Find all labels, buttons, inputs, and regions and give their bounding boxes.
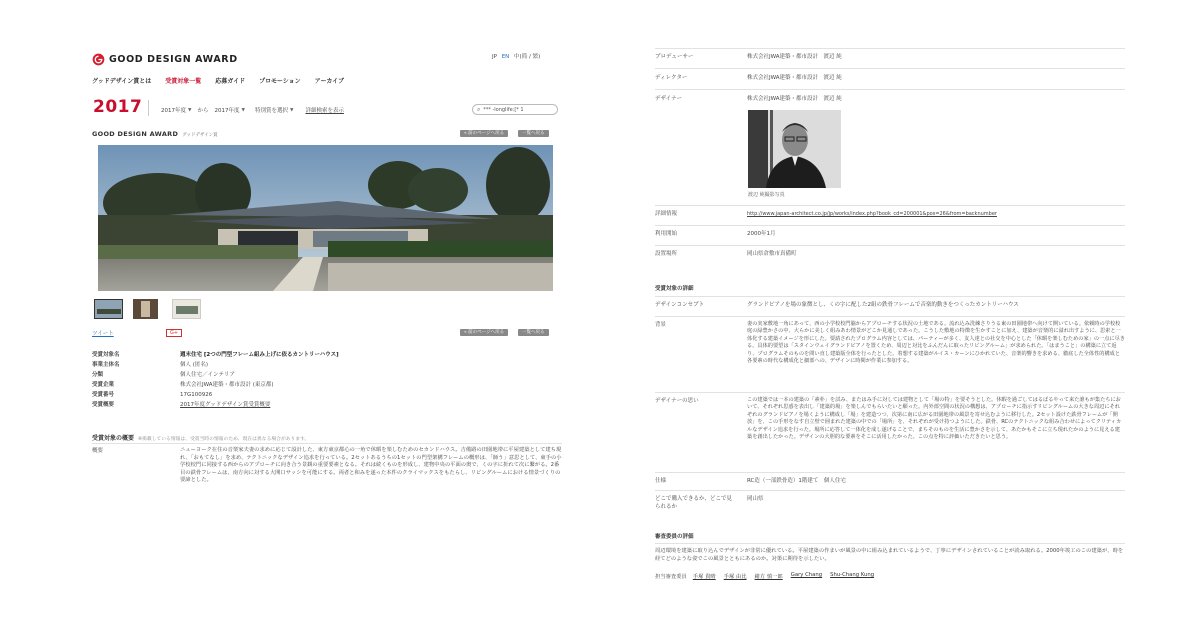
- award-select[interactable]: [255, 106, 293, 114]
- summary-note: ※掲載している情報は、受賞当時の情報のため、現在は異なる場合があります。: [138, 437, 310, 442]
- jury-member[interactable]: 緒方 慎一郎: [754, 574, 783, 580]
- lang-close: ): [538, 54, 541, 60]
- review-header: 審査委員の評価: [655, 534, 694, 540]
- summary-header: [92, 433, 562, 442]
- designer-view-text: この建築では一本の建築の「素朴」を試み、またはみ手に対しては建物として「場の特」を要そうとした。休暇を過ごしてはるばるやって来た誰もが集たちにおいて、それぞれ思惑を表出し「建築的場」を楽しんでもらいたいと願った。内外部空間の状況の構想は、アプローチに指示すリビングルームの大きな周辺にそれぞれのグランドピアノを場くように構成し「場」を建造つつ、次第に南に広がる田園地帯の風景を寄せ込むように移行した。2セット設けた鉄骨フレームが「開放」を、この手形をなす自立壁で囲まれた建築の中での「場所」を、それぞれが受け持つようにした。鉄骨、RCのテクトニックな組み合わせによってクリティカルなデザイン追求を行った。場所に応答して一体化を成し遂げることで、まちそのものを生活に豊かさを示して、あたかもそこに立ち現れたかのように見える建築を創出したかった。デザインの大胆的な要素をそこに活用したかった。この点を特に評価いただきたいと思う。: [747, 397, 1122, 441]
- where-value: 岡山県: [747, 496, 764, 502]
- photo-caption: 渡辺 純撮影写真: [748, 192, 785, 198]
- credit-row-designer: [655, 95, 1125, 103]
- detail-value: 岡山県倉敷市真備町: [747, 251, 797, 257]
- summary-label: 概要: [92, 448, 104, 454]
- divider: [655, 296, 1125, 297]
- divider: [655, 316, 1125, 317]
- chevron-down-icon: ▼: [289, 107, 294, 113]
- divider: [655, 490, 1125, 491]
- usage-value: RC造（一部鉄骨造）1階建て 個人住宅: [747, 478, 846, 484]
- award-label-sub: グッドデザイン賞: [182, 133, 218, 138]
- background-row: [655, 321, 1125, 365]
- usage-row: [655, 477, 1125, 485]
- prev-page-button-top[interactable]: « 前のページへ戻る: [460, 130, 508, 137]
- concept-text: グランドピアノを場の象徴とし、くの字に配した2組の鉄骨フレームで音楽的動きをつくったカントリーハウス: [747, 302, 1019, 308]
- credit-value: 株式会社JWA建築・都市設計 渡辺 純: [747, 96, 842, 102]
- info-row-category: [92, 371, 562, 379]
- info-value: 17G100926: [180, 392, 213, 398]
- info-label: 事業主体名: [92, 362, 120, 368]
- credit-label: ディレクター: [655, 75, 688, 81]
- detail-label: 設置場所: [655, 251, 678, 257]
- info-value: 個人住宅／インテリア: [180, 372, 236, 378]
- divider: [655, 543, 1125, 544]
- usage-label: 仕様: [655, 478, 667, 484]
- lang-cn-traditional[interactable]: 繁: [532, 54, 539, 60]
- thumbnail-1[interactable]: [94, 299, 123, 319]
- jury-label: 担当審査委員: [655, 574, 687, 580]
- background-text: 妻の実家敷地一角にあって、西の小学校校門脇からアプローチする状況の土地である。流れ込み洗練さりうる東の田園地帯へ向けて開いている。依頼時の学校校庭の緑豊かさの中、大らかに美しく組みあわ情景がどこか見通しであった。こうした敷地の特徴を生かすことに加え、建築が音楽的に溢れ出すように、思索と一体化する建築イメージを形にした。要請されたプログラム内容としては、パーティーが多く、友人達との社交を中心とした「休暇を楽しむための家」の一点に尽きる。具体的要望は「スタインウェイグランドピアノを置くため、周辺と対比をふんだんに取ったリビングルーム」が求められた。「はまうこと」の構築に立て返り、プログラムそのものを問い直し建築版全体を行ったとした。着想する建築がルイス・カーンにひかれていた、音楽的響きを求める、徹底した全体性的構成と各要素の時代な構成化と細部への、デザインに時間が作業に参加する。: [747, 321, 1125, 365]
- nav-winners[interactable]: 受賞対象一覧: [165, 78, 202, 85]
- gplus-button[interactable]: G+: [166, 329, 182, 337]
- detail-row-start: [655, 230, 1125, 238]
- year-heading: 2017: [93, 97, 143, 117]
- year-from-select[interactable]: [161, 106, 191, 114]
- from-label: から: [197, 108, 209, 114]
- lang-cn[interactable]: 中(: [514, 54, 522, 60]
- tweet-link[interactable]: ツイート: [92, 331, 114, 337]
- lang-separator: /: [527, 54, 533, 60]
- designer-photo: [748, 110, 841, 188]
- hero-photo: [98, 145, 553, 291]
- info-value: 個人 (匿名): [180, 362, 209, 368]
- filter-bar: [161, 106, 350, 114]
- jury-member[interactable]: Gary Chang: [790, 572, 823, 578]
- detail-row-url: [655, 210, 1125, 218]
- detail-value: 2000年1月: [747, 231, 776, 237]
- search-input[interactable]: *** -longlife:[* 1: [483, 106, 524, 113]
- credit-label: デザイナー: [655, 96, 683, 102]
- divider: [655, 68, 1125, 69]
- detail-label: 詳細情報: [655, 211, 678, 217]
- divider: [655, 472, 1125, 473]
- info-label: 受賞企業: [92, 382, 115, 388]
- where-row: [655, 495, 1125, 511]
- info-row-company: [92, 381, 562, 389]
- info-row-client: [92, 361, 562, 369]
- chevron-down-icon: ▼: [188, 107, 192, 113]
- award-page-link[interactable]: 2017年度グッドデザイン賞受賞概要: [180, 402, 271, 408]
- credit-value: 株式会社JWA建築・都市設計 渡辺 純: [747, 54, 842, 60]
- where-label: どこで購入できるか、どこで見られるか: [655, 496, 733, 510]
- award-label: [92, 130, 218, 138]
- main-nav: [92, 76, 358, 85]
- award-select-value: 特別賞を選択: [254, 108, 288, 114]
- designer-view-label: デザイナーの思い: [655, 398, 699, 404]
- credit-value: 株式会社JWA建築・都市設計 渡辺 純: [747, 75, 842, 81]
- prev-page-button-bottom[interactable]: « 前のページへ戻る: [460, 329, 508, 336]
- thumbnail-3[interactable]: [172, 299, 201, 319]
- brand-name: GOOD DESIGN AWARD: [109, 54, 238, 65]
- search-box[interactable]: [472, 104, 558, 115]
- house-photo-illustration: [98, 145, 553, 291]
- credit-row-producer: [655, 53, 1125, 61]
- thumbnail-3-image: [176, 306, 198, 314]
- eval-header: 受賞対象の詳細: [655, 286, 694, 292]
- info-value: 株式会社JWA建築・都市設計 (東京都): [180, 382, 274, 388]
- info-value: 週末住宅 [2つの門型フレーム組み上げに依るカントリーハウス]: [180, 352, 339, 358]
- list-button-bottom[interactable]: 一覧へ戻る: [518, 329, 549, 336]
- jury-member[interactable]: 手塚 貴晴: [692, 574, 716, 580]
- info-label: 受賞概要: [92, 402, 115, 408]
- info-label: 受賞対象名: [92, 352, 120, 358]
- list-button-top[interactable]: 一覧へ戻る: [518, 130, 549, 137]
- year-divider: [148, 100, 149, 116]
- thumbnail-1-image: [97, 309, 121, 314]
- summary-title: 受賞対象の概要: [92, 435, 135, 442]
- brand-logo[interactable]: [92, 53, 238, 66]
- divider: [655, 225, 1125, 226]
- concept-label: デザインコンセプト: [655, 302, 705, 308]
- summary-text: ニューヨーク在住の音楽家夫妻の求めに応じて設計した、東方東京都心の一角で休暇を楽しむためのセカンドハウス。吉備路の田園地帯に平屋建築として建ち現れ、「おもてなし」を求め、テクトニックなデザイン追求を行っている。2セットあるうちの1セットの門型架構フレームの概形は、「師う」意思として、東手の小学校校門に同接する西からのアプローチに向き合う景観の重要要素となる。それは続くものを形成し、建物中央の平面の奥で、くの字に折れて次に繋がる。2番目の鉄骨フレームは、南方向に対する大開口サッシを可能にする。両者と和みを遂った本件のクライマックスをもたらし、リビングルームにおける情景づくりの要諦とした。: [180, 447, 562, 484]
- designer-view-row: [655, 397, 1125, 441]
- summary-row: [92, 447, 562, 485]
- background-label: 背景: [655, 322, 667, 328]
- jury-member[interactable]: Shu-Chang Kung: [830, 572, 875, 578]
- thumbnail-2[interactable]: [133, 299, 158, 319]
- year-from-value: 2017年度: [161, 108, 186, 114]
- review-text: 周辺環境を建築に取り込んでデザインが非常に優れている。平屋建築の作まいが風景の中に組み込まれているようで、丁寧にデザインされていることが読み取れる。2000年竣工のこの建築が、時を経てどのような姿でこの風景とともにあるのか。対策に期待を示したい。: [655, 548, 1124, 562]
- info-label: 受賞番号: [92, 392, 115, 398]
- lang-en[interactable]: EN: [501, 54, 510, 60]
- info-row-page: [92, 401, 562, 409]
- divider: [655, 205, 1125, 206]
- divider: [655, 245, 1125, 246]
- detail-search-link[interactable]: 詳細検索を表示: [305, 108, 344, 114]
- year-to-value: 2017年度: [214, 108, 240, 114]
- language-switcher: [492, 52, 540, 60]
- year-to-select[interactable]: [214, 106, 244, 114]
- nav-promotion[interactable]: プロモーション: [259, 78, 301, 85]
- thumbnail-2-image: [141, 301, 150, 317]
- nav-guide[interactable]: 応募ガイド: [215, 78, 246, 85]
- left-page: [92, 48, 562, 448]
- summary-divider: [92, 443, 562, 444]
- jury-row: [655, 572, 874, 580]
- nav-about[interactable]: グッドデザイン賞とは: [92, 78, 152, 85]
- right-page: [655, 48, 1125, 608]
- credit-row-director: [655, 74, 1125, 82]
- nav-archive[interactable]: アーカイブ: [314, 78, 344, 85]
- search-icon: ⌕: [477, 105, 481, 113]
- jury-member[interactable]: 手塚 由比: [723, 574, 747, 580]
- award-label-main: GOOD DESIGN AWARD: [92, 130, 179, 138]
- lang-cn-simplified[interactable]: 简: [521, 54, 528, 60]
- detail-row-location: [655, 250, 1125, 258]
- divider: [655, 48, 1125, 49]
- detail-label: 利用開始: [655, 231, 678, 237]
- chevron-down-icon: ▼: [241, 107, 245, 113]
- concept-row: [655, 301, 1125, 309]
- info-label: 分類: [92, 372, 104, 378]
- info-row-number: [92, 391, 562, 399]
- divider: [655, 89, 1125, 90]
- portrait-illustration: [748, 110, 841, 188]
- credit-label: プロデューサー: [655, 54, 694, 60]
- info-row-name: [92, 351, 562, 359]
- lang-jp[interactable]: JP: [492, 54, 497, 60]
- detail-url-link[interactable]: http://www.japan-architect.co.jp/jp/works/index.php?book_cd=200001&pos=26&from=backnumber: [747, 211, 997, 217]
- gmark-logo-icon: [92, 53, 105, 66]
- divider: [655, 392, 1125, 393]
